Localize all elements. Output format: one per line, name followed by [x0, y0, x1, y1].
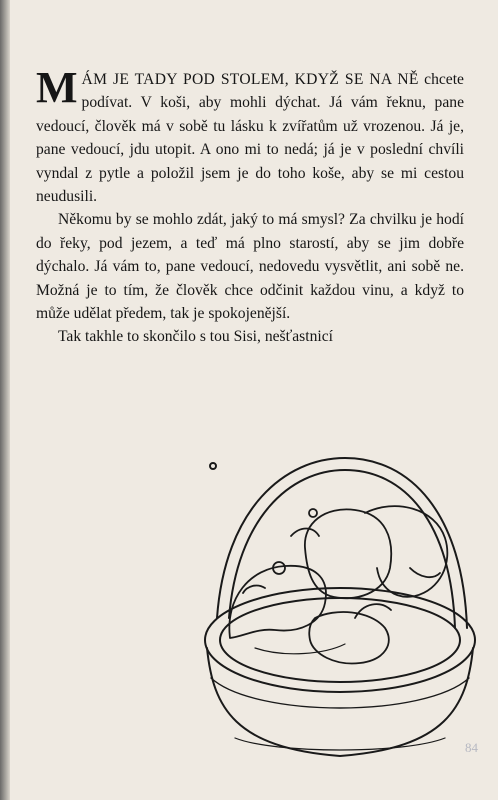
basket-body — [207, 648, 473, 756]
basket-rim-outer — [205, 588, 475, 692]
page-number: 84 — [465, 740, 478, 755]
paragraph-1-text: chcete podívat. V koši, aby mohli dýchat. Já vám řeknu, pane vedoucí, člověk má v sobě tu lásku k zvířatům už vrozenou. Já je, pane vedoucí, jdu utopit. A ono mi to nedá; já je v poslední chvíli vyndal z pytle a položil jsem je do toho koše, aby se mi cestou neudusili. — [36, 71, 464, 206]
paragraph-3: Tak takhle to skončilo s tou Sisi, nešťastnicí — [58, 328, 333, 346]
basket-handle-inner — [229, 470, 455, 628]
paragraph-1 — [36, 63, 464, 208]
puppies — [229, 506, 447, 663]
paragraph-2: Někomu by se mohlo zdát, jaký to má smysl? Za chvilku je hodí do řeky, pod jezem, a teď má plno starostí, aby se jim dobře dýchalo. Já vám to, pane vedoucí, nedovedu vysvětlit, ani sobě ne. Možná je to tím, že člověk chce odčinit každou vinu, a když to může udělat předem, tak je spokojenější. — [36, 211, 464, 323]
small-caps-opening: ÁM JE TADY POD STOLEM, KDYŽ SE NA NĚ — [81, 71, 419, 88]
body-text — [36, 63, 464, 349]
binding-shadow — [0, 0, 10, 800]
basket-handle — [217, 458, 467, 628]
ink-dot — [210, 463, 216, 469]
drop-cap: M — [36, 63, 78, 112]
puppies-basket-illustration — [195, 418, 478, 768]
basket-rim-inner — [220, 598, 460, 682]
